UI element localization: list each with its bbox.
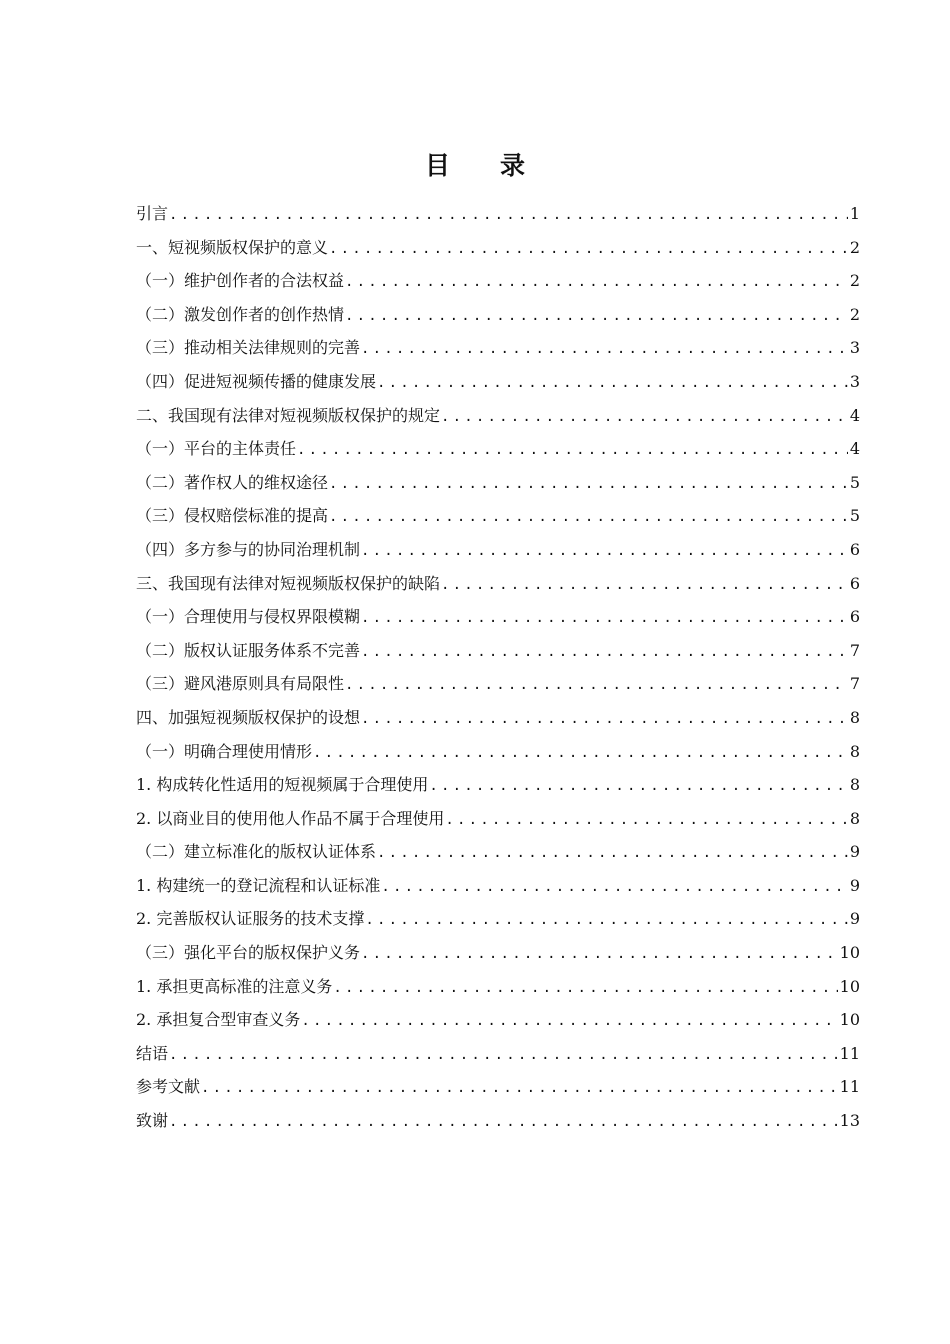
toc-leader-dots <box>429 770 847 804</box>
toc-entry-text: （二）建立标准化的版权认证体系 <box>136 842 377 862</box>
toc-leader-dots <box>381 871 847 905</box>
toc-leader-dots <box>377 367 848 401</box>
toc-entry-text: （一）平台的主体责任 <box>136 439 297 459</box>
toc-entry-text: 1. 构成转化性适用的短视频属于合理使用 <box>136 775 429 795</box>
toc-entry[interactable] <box>136 432 860 466</box>
toc-entry-page: 2 <box>849 304 860 324</box>
toc-entry-text: （一）明确合理使用情形 <box>136 741 313 761</box>
toc-entry[interactable] <box>136 231 860 265</box>
toc-entry[interactable] <box>136 499 860 533</box>
toc-leader-dots <box>361 636 848 670</box>
toc-leader-dots <box>361 535 848 569</box>
toc-entry[interactable] <box>136 264 860 298</box>
toc-entry-page: 4 <box>849 439 860 459</box>
toc-entry-text: 引言 <box>136 204 169 223</box>
toc-leader-dots <box>441 569 848 603</box>
toc-entry[interactable] <box>136 936 860 970</box>
toc-entry-page: 8 <box>849 775 860 795</box>
toc-leader-dots <box>313 737 848 771</box>
toc-entry-page: 6 <box>849 539 860 559</box>
toc-entry-text: 参考文献 <box>136 1077 201 1097</box>
toc-leader-dots <box>329 501 848 535</box>
toc-title-char-2: 录 <box>500 151 526 180</box>
toc-entry-text: （三）强化平台的版权保护义务 <box>136 943 361 963</box>
toc-entry[interactable] <box>136 735 860 769</box>
toc-entry-page: 13 <box>839 1111 860 1131</box>
toc-leader-dots <box>377 837 848 871</box>
toc-leader-dots <box>169 1039 838 1073</box>
toc-leader-dots <box>169 199 848 233</box>
toc-entry-page: 9 <box>849 842 860 862</box>
toc-leader-dots <box>361 333 848 367</box>
toc-entry-page: 3 <box>849 338 860 358</box>
toc-entry[interactable] <box>136 197 860 231</box>
toc-entry[interactable] <box>136 802 860 836</box>
toc-entry[interactable] <box>136 835 860 869</box>
toc-leader-dots <box>345 669 848 703</box>
toc-entry-text: （一）合理使用与侵权界限模糊 <box>136 607 361 627</box>
toc-entry-text: 2. 以商业目的使用他人作品不属于合理使用 <box>136 808 445 828</box>
toc-entry[interactable] <box>136 869 860 903</box>
toc-entry-page: 2 <box>849 271 860 291</box>
toc-leader-dots <box>345 266 848 300</box>
toc-entry-page: 10 <box>839 943 860 963</box>
toc-entry-page: 9 <box>849 875 860 895</box>
toc-entry-page: 8 <box>849 808 860 828</box>
toc-entry-text: （二）激发创作者的创作热情 <box>136 304 345 324</box>
toc-entry-text: （四）多方参与的协同治理机制 <box>136 539 361 559</box>
toc-entry-text: 致谢 <box>136 1111 169 1131</box>
toc-leader-dots <box>333 972 837 1006</box>
toc-leader-dots <box>297 434 848 468</box>
toc-entry-page: 7 <box>849 674 860 694</box>
toc-entry-page: 3 <box>849 371 860 391</box>
toc-entry[interactable] <box>136 768 860 802</box>
toc-entry-text: 三、我国现有法律对短视频版权保护的缺陷 <box>136 573 441 593</box>
toc-leader-dots <box>329 468 848 502</box>
toc-entry-page: 6 <box>849 607 860 627</box>
toc-leader-dots <box>361 938 838 972</box>
toc-entry[interactable] <box>136 365 860 399</box>
toc-entry[interactable] <box>136 634 860 668</box>
toc-entry-text: 1. 承担更高标准的注意义务 <box>136 976 333 996</box>
toc-list <box>136 197 860 1138</box>
toc-entry[interactable] <box>136 902 860 936</box>
toc-entry[interactable] <box>136 1003 860 1037</box>
toc-entry[interactable] <box>136 701 860 735</box>
toc-entry-page: 8 <box>849 741 860 761</box>
toc-entry[interactable] <box>136 399 860 433</box>
toc-leader-dots <box>201 1072 838 1106</box>
toc-entry-page: 6 <box>849 573 860 593</box>
toc-title-char-1: 目 <box>424 151 450 180</box>
toc-entry-page: 5 <box>849 506 860 526</box>
toc-leader-dots <box>441 401 848 435</box>
toc-entry[interactable] <box>136 667 860 701</box>
toc-entry-text: 四、加强短视频版权保护的设想 <box>136 707 361 727</box>
toc-entry-text: （三）侵权赔偿标准的提高 <box>136 506 329 526</box>
toc-leader-dots <box>445 804 847 838</box>
toc-entry-text: （二）著作权人的维权途径 <box>136 472 329 492</box>
toc-leader-dots <box>169 1106 838 1140</box>
toc-entry-text: 一、短视频版权保护的意义 <box>136 237 329 257</box>
toc-entry-text: （三）推动相关法律规则的完善 <box>136 338 361 358</box>
toc-entry-text: 二、我国现有法律对短视频版权保护的规定 <box>136 405 441 425</box>
toc-entry-page: 1 <box>849 204 860 223</box>
toc-entry-text: 2. 承担复合型审查义务 <box>136 1010 301 1030</box>
toc-entry-page: 8 <box>849 707 860 727</box>
toc-entry[interactable] <box>136 466 860 500</box>
toc-entry-text: （二）版权认证服务体系不完善 <box>136 640 361 660</box>
toc-entry-page: 9 <box>849 909 860 929</box>
toc-entry-page: 11 <box>839 1077 860 1097</box>
toc-entry-text: （三）避风港原则具有局限性 <box>136 674 345 694</box>
toc-entry[interactable] <box>136 1104 860 1138</box>
toc-entry-text: 2. 完善版权认证服务的技术支撑 <box>136 909 365 929</box>
toc-entry[interactable] <box>136 533 860 567</box>
toc-entry-text: 结语 <box>136 1043 169 1063</box>
toc-entry-page: 10 <box>839 1010 860 1030</box>
toc-entry-page: 10 <box>839 976 860 996</box>
toc-leader-dots <box>345 300 848 334</box>
toc-entry-text: 1. 构建统一的登记流程和认证标准 <box>136 875 381 895</box>
toc-entry-page: 4 <box>849 405 860 425</box>
toc-entry[interactable] <box>136 600 860 634</box>
toc-entry[interactable] <box>136 331 860 365</box>
toc-leader-dots <box>301 1005 837 1039</box>
toc-entry-page: 2 <box>849 237 860 257</box>
toc-entry-page: 7 <box>849 640 860 660</box>
toc-leader-dots <box>329 233 848 267</box>
toc-entry-page: 11 <box>839 1043 860 1063</box>
toc-entry[interactable] <box>136 298 860 332</box>
toc-entry[interactable] <box>136 1037 860 1071</box>
toc-entry[interactable] <box>136 1070 860 1104</box>
toc-leader-dots <box>361 602 848 636</box>
toc-entry-text: （一）维护创作者的合法权益 <box>136 271 345 291</box>
toc-entry-page: 5 <box>849 472 860 492</box>
toc-entry[interactable] <box>136 567 860 601</box>
toc-leader-dots <box>361 703 848 737</box>
toc-title <box>0 146 950 182</box>
toc-entry[interactable] <box>136 970 860 1004</box>
toc-leader-dots <box>365 904 847 938</box>
toc-entry-text: （四）促进短视频传播的健康发展 <box>136 371 377 391</box>
